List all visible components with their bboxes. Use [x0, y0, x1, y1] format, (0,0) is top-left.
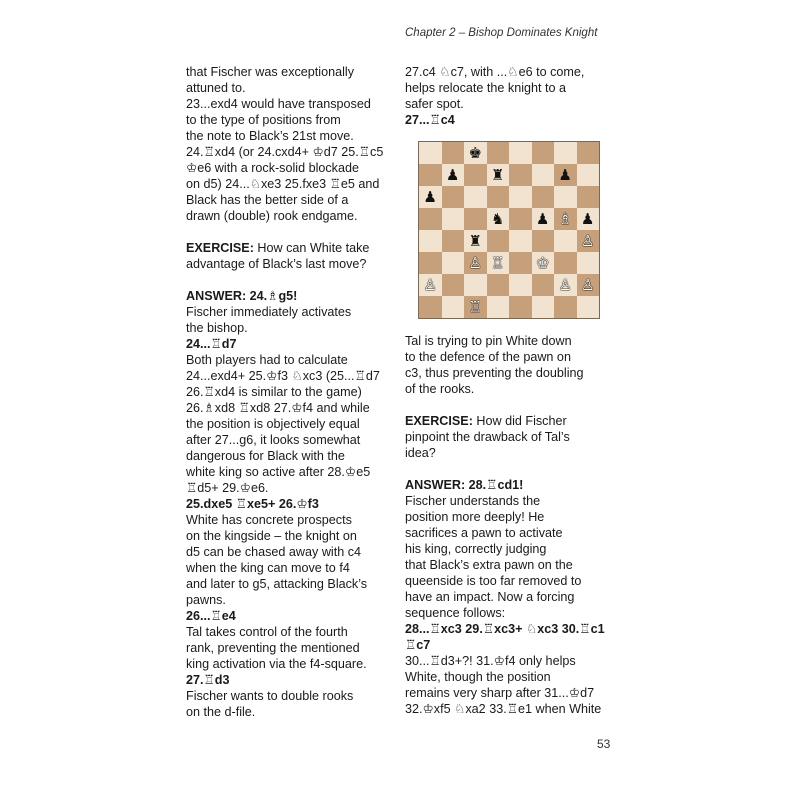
text-line: rank, preventing the mentioned [186, 641, 360, 655]
text-line: 24...exd4+ 25.♔f3 ♘xc3 (25...♖d7 [186, 369, 380, 383]
text-line: EXERCISE: How did Fischer [405, 414, 567, 428]
text-line: the bishop. [186, 321, 248, 335]
text-line: his king, correctly judging [405, 542, 547, 556]
board-square [577, 230, 600, 252]
white-piece-icon: ♗ [558, 209, 572, 228]
text-line: remains very sharp after 31...♔d7 [405, 686, 595, 700]
board-square [419, 296, 442, 318]
text-line: to the defence of the pawn on [405, 350, 571, 364]
board-square [554, 296, 577, 318]
board-square [577, 164, 600, 186]
text-line: the note to Black’s 21st move. [186, 129, 354, 143]
board-square [464, 230, 487, 252]
board-square [464, 296, 487, 318]
board-square [464, 208, 487, 230]
black-piece-icon: ♜ [468, 231, 482, 250]
text-line: 23...exd4 would have transposed [186, 97, 371, 111]
black-piece-icon: ♚ [468, 143, 482, 162]
text-line: Fischer understands the [405, 494, 541, 508]
board-square [419, 252, 442, 274]
board-square [442, 142, 465, 164]
board-square [532, 274, 555, 296]
paragraph-gap [186, 224, 401, 240]
board-square [419, 164, 442, 186]
text-line: that Fischer was exceptionally [186, 65, 354, 79]
board-square [464, 186, 487, 208]
white-piece-icon: ♙ [468, 253, 482, 272]
text-line: on d5) 24...♘xe3 25.fxe3 ♖e5 and [186, 177, 380, 191]
text-line: king activation via the f4-square. [186, 657, 367, 671]
text-line: c3, thus preventing the doubling [405, 366, 584, 380]
board-square [487, 230, 510, 252]
chess-board-diagram [418, 141, 600, 319]
white-piece-icon: ♙ [558, 275, 572, 294]
board-square [464, 164, 487, 186]
board-square [442, 274, 465, 296]
text-line: Fischer wants to double rooks [186, 689, 354, 703]
running-header: Chapter 2 – Bishop Dominates Knight [405, 27, 598, 39]
board-square [577, 252, 600, 274]
board-square [487, 186, 510, 208]
board-square [577, 274, 600, 296]
black-piece-icon: ♟ [446, 165, 460, 184]
text-line: d5 can be chased away with c4 [186, 545, 362, 559]
board-square [442, 252, 465, 274]
text-line: on the d-file. [186, 705, 256, 719]
board-square [554, 164, 577, 186]
board-square [577, 208, 600, 230]
board-square [442, 164, 465, 186]
text-line: and later to g5, attacking Black’s [186, 577, 368, 591]
text-line: 25.dxe5 ♖xe5+ 26.♔f3 [186, 497, 319, 511]
board-square [509, 142, 532, 164]
white-piece-icon: ♖ [491, 253, 505, 272]
text-line: Both players had to calculate [186, 353, 348, 367]
board-square [554, 186, 577, 208]
board-square [554, 142, 577, 164]
text-line: when the king can move to f4 [186, 561, 350, 575]
text-line: White, though the position [405, 670, 551, 684]
right-column-bottom [405, 333, 620, 717]
text-line: helps relocate the knight to a [405, 81, 567, 95]
board-square [577, 296, 600, 318]
board-square [532, 208, 555, 230]
board-square [442, 230, 465, 252]
text-line: Fischer immediately activates [186, 305, 352, 319]
black-piece-icon: ♟ [536, 209, 550, 228]
board-square [419, 208, 442, 230]
text-line: have an impact. Now a forcing [405, 590, 575, 604]
text-line: pinpoint the drawback of Tal’s [405, 430, 570, 444]
text-line: advantage of Black’s last move? [186, 257, 367, 271]
text-line: dangerous for Black with the [186, 449, 345, 463]
board-square [509, 208, 532, 230]
board-square [532, 252, 555, 274]
right-column-top [405, 64, 620, 128]
text-line: 24.♖xd4 (or 24.cxd4+ ♔d7 25.♖c5 [186, 145, 384, 159]
text-line: 27...♖c4 [405, 113, 455, 127]
board-square [554, 252, 577, 274]
text-line: 27.c4 ♘c7, with ...♘e6 to come, [405, 65, 585, 79]
board-square [509, 252, 532, 274]
text-line: that Black’s extra pawn on the [405, 558, 573, 572]
exercise-label: EXERCISE: [186, 241, 254, 255]
board-square [532, 164, 555, 186]
board-square [554, 208, 577, 230]
text-line: idea? [405, 446, 436, 460]
text-line: after 27...g6, it looks somewhat [186, 433, 361, 447]
black-piece-icon: ♟ [558, 165, 572, 184]
text-line: EXERCISE: How can White take [186, 241, 370, 255]
board-square [419, 186, 442, 208]
black-piece-icon: ♟ [581, 209, 595, 228]
text-line: Tal is trying to pin White down [405, 334, 572, 348]
board-square [419, 142, 442, 164]
text-line: on the kingside – the knight on [186, 529, 357, 543]
board-square [487, 208, 510, 230]
board-square [532, 142, 555, 164]
board-square [532, 186, 555, 208]
text-line: queenside is too far removed to [405, 574, 582, 588]
black-piece-icon: ♞ [491, 209, 505, 228]
text-line: pawns. [186, 593, 226, 607]
text-line: 30...♖d3+?! 31.♔f4 only helps [405, 654, 576, 668]
text-line: the position is objectively equal [186, 417, 360, 431]
board-square [532, 296, 555, 318]
black-piece-icon: ♜ [491, 165, 505, 184]
board-square [554, 230, 577, 252]
board-square [509, 164, 532, 186]
text-line: position more deeply! He [405, 510, 545, 524]
board-square [487, 164, 510, 186]
board-square [464, 252, 487, 274]
text-line: ANSWER: 28.♖cd1! [405, 478, 524, 492]
text-line: drawn (double) rook endgame. [186, 209, 358, 223]
board-square [487, 142, 510, 164]
text-line: 26...♖e4 [186, 609, 236, 623]
text-line: 28...♖xc3 29.♖xc3+ ♘xc3 30.♖c1 [405, 622, 605, 636]
text-line: sequence follows: [405, 606, 506, 620]
text-line: ♔e6 with a rock-solid blockade [186, 161, 359, 175]
text-line: 24...♖d7 [186, 337, 237, 351]
text-line: of the rooks. [405, 382, 475, 396]
board-square [419, 230, 442, 252]
white-piece-icon: ♙ [581, 231, 595, 250]
text-line: safer spot. [405, 97, 464, 111]
white-piece-icon: ♙ [581, 275, 595, 294]
text-line: 27.♖d3 [186, 673, 230, 687]
board-square [509, 296, 532, 318]
board-square [419, 274, 442, 296]
text-line: white king so active after 28.♔e5 [186, 465, 371, 479]
board-square [442, 296, 465, 318]
board-square [442, 186, 465, 208]
text-line: 26.♖xd4 is similar to the game) [186, 385, 362, 399]
board-square [487, 274, 510, 296]
text-line: 32.♔xf5 ♘xa2 33.♖e1 when White [405, 702, 602, 716]
text-line: Tal takes control of the fourth [186, 625, 348, 639]
left-column [186, 64, 401, 720]
text-line: sacrifices a pawn to activate [405, 526, 563, 540]
text-line: 26.♗xd8 ♖xd8 27.♔f4 and while [186, 401, 370, 415]
board-square [509, 230, 532, 252]
text-line: ANSWER: 24.♗g5! [186, 289, 298, 303]
text-line: ♖c7 [405, 638, 431, 652]
text-line: White has concrete prospects [186, 513, 352, 527]
page-number: 53 [597, 737, 611, 751]
board-square [509, 186, 532, 208]
white-piece-icon: ♔ [536, 253, 550, 272]
board-square [577, 142, 600, 164]
text-line: ♖d5+ 29.♔e6. [186, 481, 269, 495]
board-square [442, 208, 465, 230]
board-square [487, 252, 510, 274]
exercise-label: EXERCISE: [405, 414, 473, 428]
text-line: attuned to. [186, 81, 246, 95]
board-square [464, 142, 487, 164]
text-line: to the type of positions from [186, 113, 341, 127]
board-square [464, 274, 487, 296]
paragraph-gap [405, 397, 620, 413]
black-piece-icon: ♟ [423, 187, 437, 206]
board-square [554, 274, 577, 296]
paragraph-gap [405, 461, 620, 477]
board-square [509, 274, 532, 296]
white-piece-icon: ♖ [468, 297, 482, 316]
white-piece-icon: ♙ [423, 275, 437, 294]
text-line: Black has the better side of a [186, 193, 349, 207]
paragraph-gap [186, 272, 401, 288]
board-square [577, 186, 600, 208]
board-square [532, 230, 555, 252]
board-square [487, 296, 510, 318]
